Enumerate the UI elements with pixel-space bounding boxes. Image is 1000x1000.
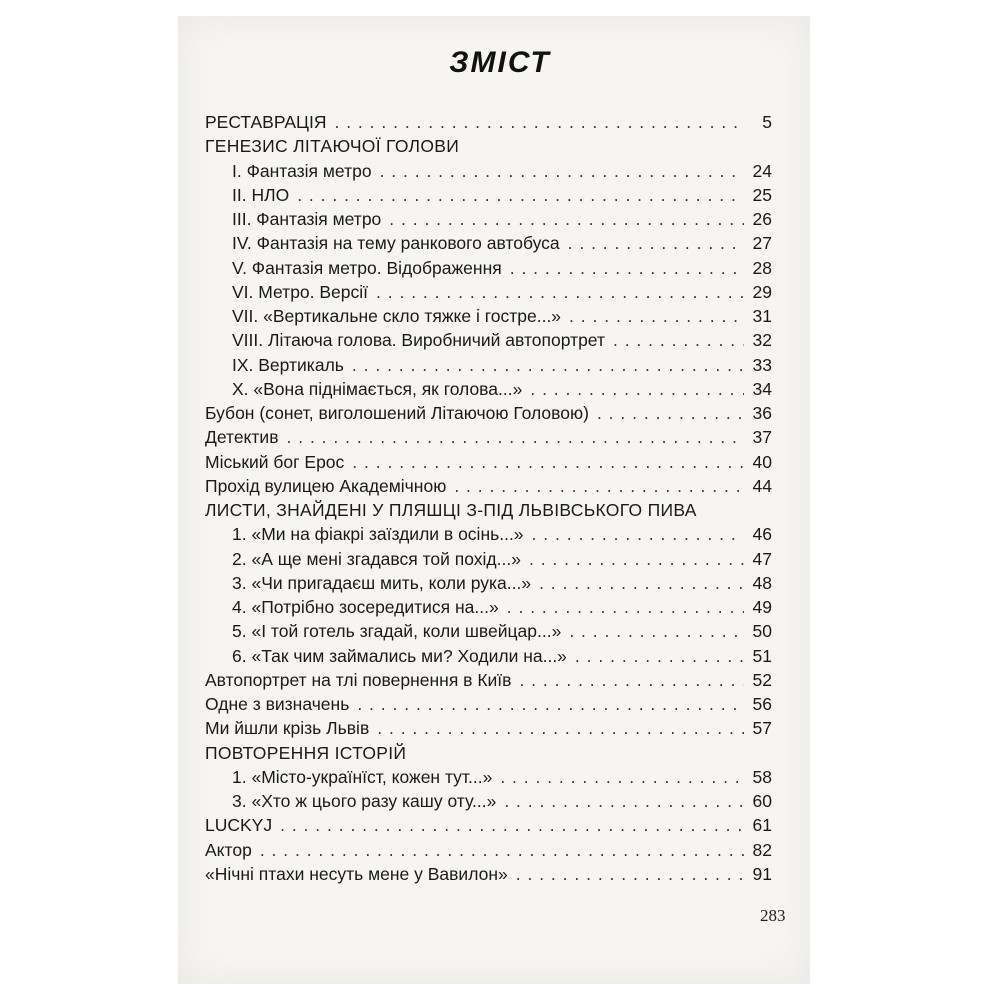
toc-entry	[205, 571, 772, 595]
toc-entry	[205, 304, 772, 328]
toc-leader-dots	[516, 862, 744, 886]
toc-leader-dots	[613, 328, 744, 352]
toc-entry	[205, 547, 772, 571]
toc-leader-dots	[504, 789, 744, 813]
toc-entry-page: 36	[752, 403, 772, 423]
toc-entry-page: 47	[752, 548, 772, 569]
toc-entry-title: ІХ. Вертикаль	[232, 354, 344, 375]
toc-entry-page: 33	[752, 354, 772, 375]
toc-entry	[205, 474, 772, 498]
toc-entry-title: Х. «Вона піднімається, як голова...»	[232, 378, 523, 399]
toc-entry-title: Детектив	[205, 427, 279, 448]
toc-entry	[205, 353, 772, 377]
toc-entry-page: 50	[752, 621, 772, 642]
toc-entry-title: ЛИСТИ, ЗНАЙДЕНІ У ПЛЯШЦІ З-ПІД ЛЬВІВСЬКОГО ПИВА	[205, 500, 697, 520]
toc-entry	[205, 838, 772, 862]
toc-entry-title: ГЕНЕЗИС ЛІТАЮЧОЇ ГОЛОВИ	[205, 136, 460, 157]
toc-entry-title: Автопортрет на тлі повернення в Київ	[205, 669, 512, 690]
toc-entry	[205, 692, 772, 716]
toc-entry-page: 61	[752, 815, 772, 836]
toc-leader-dots	[352, 353, 744, 377]
toc-leader-dots	[376, 280, 744, 304]
toc-leader-dots	[532, 522, 744, 546]
toc-leader-dots	[380, 159, 744, 183]
toc-entry-page: 82	[752, 839, 772, 860]
toc-entry-title: 3. «Хто ж цього разу кашу оту...»	[232, 791, 497, 811]
toc-entry	[205, 813, 772, 837]
toc-entry	[205, 619, 772, 643]
toc-entry-page: 49	[752, 597, 772, 617]
toc-entry-page: 29	[752, 281, 772, 302]
toc-entry-page: 32	[752, 330, 772, 351]
toc-entry-title: І. Фантазія метро	[232, 160, 372, 181]
toc-entry-title: 1. «Місто-українїст, кожен тут...»	[232, 766, 493, 787]
toc-entry	[205, 159, 772, 183]
toc-leader-dots	[510, 256, 744, 280]
toc-entry	[205, 401, 772, 425]
toc-leader-dots	[597, 401, 744, 425]
toc-entry-page: 91	[752, 863, 772, 884]
toc-leader-dots	[357, 692, 744, 716]
toc-entry	[205, 280, 772, 304]
toc-entry-page: 60	[752, 791, 772, 811]
toc-entry-page: 25	[752, 184, 772, 205]
toc-entry	[205, 595, 772, 619]
toc-leader-dots	[297, 183, 744, 207]
toc-entry	[205, 668, 772, 692]
toc-leader-dots	[519, 668, 744, 692]
toc-entry-page: 40	[752, 451, 772, 472]
table-of-contents	[205, 110, 772, 886]
toc-entry	[205, 765, 772, 789]
toc-leader-dots	[568, 231, 744, 255]
toc-leader-dots	[569, 619, 744, 643]
toc-entry-title: ПОВТОРЕННЯ ІСТОРІЙ	[205, 742, 407, 763]
toc-entry-title: V. Фантазія метро. Відображення	[232, 257, 502, 278]
toc-section-heading	[205, 741, 772, 765]
toc-leader-dots	[539, 571, 744, 595]
toc-entry	[205, 256, 772, 280]
toc-entry-page: 27	[752, 233, 772, 254]
toc-leader-dots	[352, 450, 744, 474]
toc-entry	[205, 450, 772, 474]
toc-entry-page: 46	[752, 524, 772, 545]
toc-entry-title: IV. Фантазія на тему ранкового автобуса	[232, 233, 560, 254]
toc-leader-dots	[260, 838, 744, 862]
toc-entry-title: VIII. Літаюча голова. Виробничий автопортрет	[232, 330, 605, 351]
toc-entry-page: 51	[752, 645, 772, 666]
toc-entry	[205, 789, 772, 813]
toc-entry-page: 37	[752, 427, 772, 448]
toc-entry-title: 2. «А ще мені згадався той похід...»	[232, 548, 521, 569]
toc-entry-title: 6. «Так чим займались ми? Ходили на...»	[232, 645, 567, 666]
toc-entry-page: 56	[752, 694, 772, 714]
toc-entry-page: 24	[752, 160, 772, 181]
toc-leader-dots	[287, 425, 745, 449]
toc-entry-page: 31	[752, 306, 772, 326]
toc-entry-title: ІІІ. Фантазія метро	[232, 209, 382, 229]
toc-entry	[205, 231, 772, 255]
toc-entry-page: 5	[762, 112, 772, 132]
toc-entry-title: 3. «Чи пригадаєш мить, коли рука...»	[232, 572, 532, 593]
toc-leader-dots	[454, 474, 744, 498]
page-number: 283	[760, 906, 786, 925]
toc-entry	[205, 328, 772, 352]
toc-entry-page: 28	[752, 257, 772, 278]
toc-entry-title: РЕСТАВРАЦІЯ	[205, 112, 327, 132]
toc-entry-page: 58	[752, 766, 772, 787]
toc-entry-title: Ми йшли крізь Львів	[205, 718, 370, 739]
toc-leader-dots	[280, 813, 744, 837]
toc-entry	[205, 644, 772, 668]
toc-entry	[205, 862, 772, 886]
toc-entry-title: Одне з визначень	[205, 694, 350, 714]
toc-entry-title: 4. «Потрібно зосередитися на...»	[232, 597, 499, 617]
toc-entry-page: 44	[752, 475, 772, 496]
toc-entry-title: 1. «Ми на фіакрі заїздили в осінь...»	[232, 524, 524, 545]
toc-leader-dots	[389, 207, 744, 231]
toc-leader-dots	[334, 110, 744, 134]
toc-entry	[205, 183, 772, 207]
toc-section-heading	[205, 134, 772, 158]
toc-leader-dots	[377, 716, 744, 740]
toc-entry-title: LUCKYJ	[205, 815, 273, 836]
toc-leader-dots	[530, 377, 744, 401]
toc-entry-title: Міський бог Ерос	[205, 451, 345, 472]
toc-entry-title: Актор	[205, 839, 252, 860]
toc-entry-title: Бубон (сонет, виголошений Літаючою Головою)	[205, 403, 589, 423]
toc-entry-page: 57	[752, 718, 772, 739]
toc-entry-title: VI. Метро. Версії	[232, 281, 369, 302]
toc-section-heading	[205, 498, 772, 522]
toc-entry	[205, 110, 772, 134]
toc-entry-title: «Нічні птахи несуть мене у Вавилон»	[205, 863, 508, 884]
toc-entry	[205, 207, 772, 231]
toc-entry-page: 52	[752, 669, 772, 690]
toc-entry-page: 48	[752, 572, 772, 593]
toc-entry-page: 34	[752, 378, 772, 399]
page-title: ЗМІСТ	[449, 46, 551, 79]
toc-leader-dots	[500, 765, 744, 789]
toc-entry-title: 5. «І той готель згадай, коли швейцар...»	[232, 621, 562, 642]
toc-entry-title: Прохід вулицею Академічною	[205, 475, 447, 496]
toc-leader-dots	[569, 304, 744, 328]
toc-entry	[205, 716, 772, 740]
toc-entry	[205, 425, 772, 449]
toc-leader-dots	[575, 644, 744, 668]
toc-entry-title: VII. «Вертикальне скло тяжке і гостре...»	[232, 306, 562, 326]
toc-leader-dots	[507, 595, 744, 619]
toc-entry-page: 26	[752, 209, 772, 229]
toc-entry	[205, 377, 772, 401]
toc-leader-dots	[529, 547, 744, 571]
toc-entry	[205, 522, 772, 546]
toc-entry-title: ІІ. НЛО	[232, 184, 290, 205]
